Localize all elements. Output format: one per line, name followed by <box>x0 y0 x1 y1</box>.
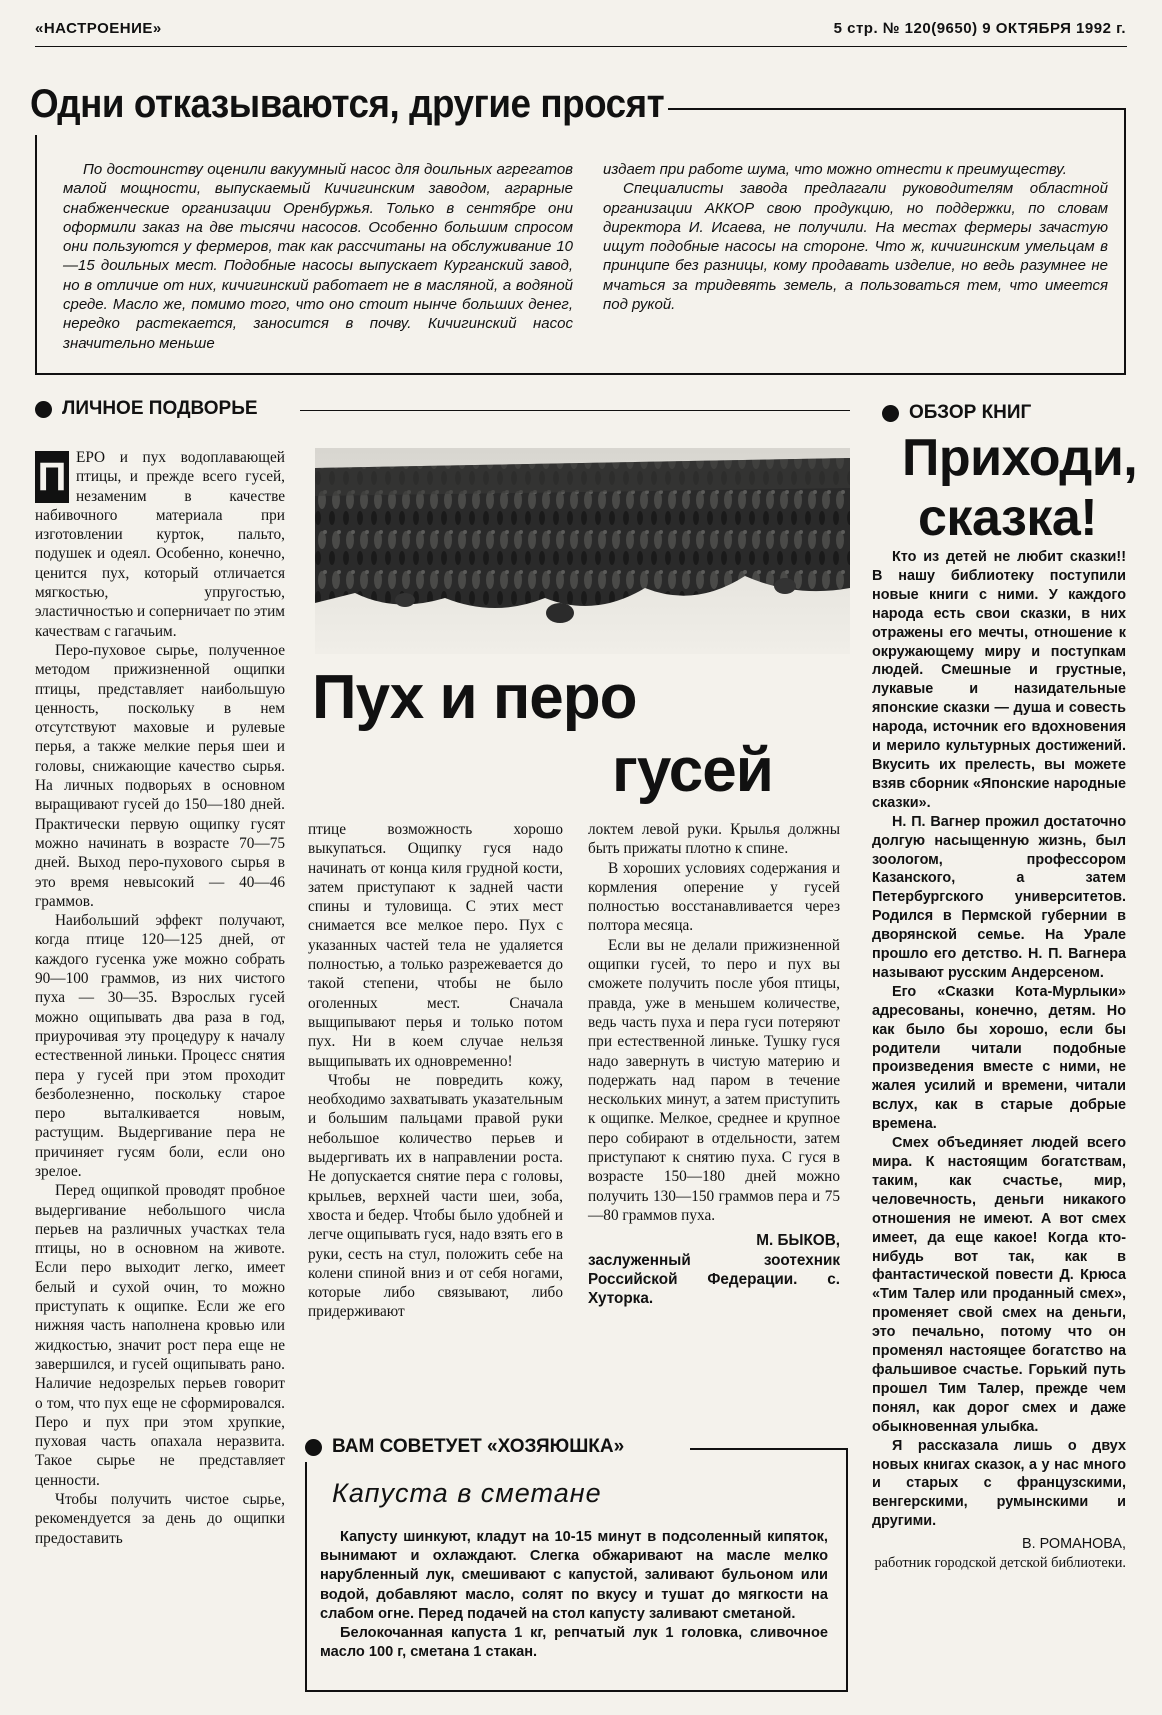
goose-col1 <box>35 448 285 1548</box>
geese-flock-image <box>315 448 850 654</box>
books-body <box>872 548 1126 1573</box>
goose-col3 <box>588 820 840 1308</box>
rubric-personal-farm <box>35 398 258 420</box>
paragraph: Чтобы получить чистое сырье, рекомендуется за день до ощипки предоставить <box>35 1491 285 1547</box>
recipe-title: Капуста в сметане <box>332 1478 602 1508</box>
recipe-body <box>320 1528 828 1662</box>
paragraph-text: ЕРО и пух водоплавающей птицы, и прежде всего гусей, незаменим в качестве набивочного материала при изготовлении курток, пальто, подушек и одеял. Особенно, конечно, ценится пух, который отличается мягкостью, упругостью, эластичностью и соперничает по этим качествам с гагачьим. <box>35 449 285 640</box>
goose-author-name: М. БЫКОВ, <box>756 1232 840 1250</box>
paragraph: По достоинству оценили вакуумный насос для доильных агрегатов малой мощности, выпускаемый Кичигинским заводом, аграрные снабженческие организации Оренбуржья. Только в сентябре они оформили заказ на две тысячи насосов. Особенно большим спросом они пользуются у фермеров, так как рассчитаны на обслуживание 10—15 доильных мест. Подобные насосы выпускает Курганский завод, но в отличие от них, кичигинский работает не в масляной, а водяной среде. Масло же, помимо того, что оно стоит нынче больших денег, нередко растекается, заносится в почву. Кичигинский насос значительно меньше <box>63 161 573 352</box>
books-title-line2: сказка! <box>918 489 1098 547</box>
paragraph: Если вы не делали прижизненной ощипки гусей, то перо и пух вы сможете получить после убоя птицы, правда, уже в меньшем количестве, ведь часть пуха и пера гуси потеряют при естественной линьке. Тушку гуся надо завернуть в чистую материю и подержать над паром в течение нескольких минут, а затем приступить к ощипке. Мелкое, среднее и крупное перо собирают в отдельности, затем приступают к снятию пуха. С гуся в возрасте 150—180 дней можно получить 130—150 граммов пера и 75—80 граммов пуха. <box>588 936 840 1224</box>
top-frame-right <box>1124 108 1126 375</box>
rubric-label: ЛИЧНОЕ ПОДВОРЬЕ <box>62 398 258 419</box>
rubric-label: ОБЗОР КНИГ <box>909 402 1032 423</box>
recipe-frame-right <box>846 1448 848 1692</box>
paragraph: издает при работе шума, что можно отнести к преимуществу. <box>603 161 1067 178</box>
paragraph: Кто из детей не любит сказки!! В нашу библиотеку поступили новые книги с ними. У каждого народа есть свои сказки, в них отражены его мечты, отношение к окружающему миру и поступкам людей. Смешные и грустные, лукавые и назидательные японские сказки — душа и совесть народа, источник его вдохновения и мерило культурных достижений. Вкусить их прелесть, вы можете взяв сборник «Японские народные сказки». <box>872 549 1126 811</box>
rubric-rule <box>300 410 850 411</box>
recipe-frame-bottom <box>305 1690 848 1692</box>
top-article-col1 <box>63 160 573 353</box>
top-frame-top <box>668 108 1126 110</box>
paragraph: Перо-пуховое сырье, полученное методом прижизненной ощипки птицы, представляет наибольшую ценность, поскольку в нем отсутствуют маховые и рулевые перья, а также мелкие перья шеи и головы, снижающие качество сырья. На личных подворьях в основном выращивают гусей до 150—180 дней. Практически первую ощипку гусят можно начинать в возрасте 70—75 дней. Выход перо-пухового сырья в это время невысокий — 40—46 граммов. <box>35 641 285 910</box>
paragraph: Наибольший эффект получают, когда птице 120—125 дней, от каждого гусенка уже можно собрать 90—100 граммов, из них чистого пуха — 30—35. Взрослых гусей можно ощипывать два раза в год, приурочивая эту процедуру к началу естественной линьки. Процесс снятия пера у гусей при этом проходит безболезненно, поскольку старое перо выталкивается новым, растущим. Выдергивание пера не причиняет гусям боли, если оно зрелое. <box>35 912 285 1180</box>
books-title-line1: Приходи, <box>902 429 1138 487</box>
paragraph <box>35 448 285 641</box>
top-frame-left <box>35 135 37 375</box>
paragraph: Специалисты завода предлагали руководителям областной организации АККОР свою продукцию, но поддержки, по словам директора И. Исаева, не получили. На местах фермеры зачастую ищут подобные насосы на стороне. Что ж, кичигинским умельцам в принципе без разницы, кому продавать изделие, но ведь разумнее не мчаться за тридевять земель, а пользоваться тем, что имеется под рукой. <box>603 180 1108 314</box>
goose-title-line1: Пух и перо <box>312 663 637 732</box>
paragraph: Чтобы не повредить кожу, необходимо захватывать указательным и большим пальцами правой руки небольшое количество перьев и выдергивать их в направлении роста. Не допускается снятие пера с головы, крыльев, верхней части шеи, зоба, хвоста и бедер. Чтобы было удобней и легче ощипывать гуся, надо взять его в руки, сесть на стул, положить себе на колени спиной вниз и от себя ногами, которые либо связывают, либо придерживают <box>308 1071 563 1321</box>
paragraph: Я рассказала лишь о двух новых книгах сказок, а у нас много и старых с французскими, венгерскими, румынскими и другими. <box>872 1437 1126 1530</box>
paragraph: Н. П. Вагнер прожил достаточно долгую насыщенную жизнь, был зоологом, профессором Казанского, а затем Петербургского университетов. Родился в Пермской губернии в дворянской семье. На Урале прошло его детство. Н. П. Вагнера называют русским Андерсеном. <box>872 813 1126 981</box>
top-article-title: Одни отказываются, другие просят <box>30 82 665 126</box>
paragraph: Смех объединяет людей всего мира. К настоящим богатствам, таким, как счастье, мир, человечность, деньги никакого отношения не имеют. А вот смех имеет, да еще какое! Когда кто-нибудь вот так, как в фантастической повести Д. Крюса «Тим Талер или проданный смех», променяет свой смех на деньги, это печально, потому что он променял настоящее богатство на фальшивое счастье. Горький путь прошел Тим Талер, прежде чем понял, как дорог смех и даже обыкновенная улыбка. <box>872 1135 1126 1435</box>
books-author-info: работник городской детской библиотеки. <box>874 1555 1126 1572</box>
rubric-book-review <box>882 402 1031 424</box>
goose-title-line2: гусей <box>612 736 773 805</box>
paragraph: Его «Сказки Кота-Мурлыки» адресованы, конечно, детям. Но как было бы хорошо, если бы родители читали подобные произведения вместе с ними, не жалея усилий и времени, читали вслух, как в старые добрые времена. <box>872 983 1126 1133</box>
bullet-icon <box>882 405 899 422</box>
rubric-label: ВАМ СОВЕТУЕТ «ХОЗЯЮШКА» <box>332 1436 625 1457</box>
bullet-icon <box>305 1439 322 1456</box>
issue-info: 5 стр. № 120(9650) 9 ОКТЯБРЯ 1992 г. <box>833 20 1126 37</box>
section-name: «НАСТРОЕНИЕ» <box>35 20 162 37</box>
paragraph: Перед ощипкой проводят пробное выдергивание небольшого числа перьев на различных участках тела птицы, но в основном на животе. Если перо выходит легко, имеет белый и сухой очин, то можно приступать к ощипке. Если же его нижняя часть наполнена кровью или жидкостью, значит рост пера еще не завершился, и гусей ощипывать рано. Наличие недозрелых перьев говорит о том, что пух еще не сформировался. Перо и пух при этом хрупкие, пуховая часть опахала неразвита. Такое сырье не представляет ценности. <box>35 1182 285 1489</box>
top-frame-bottom <box>35 373 1126 375</box>
header-rule <box>35 46 1127 47</box>
recipe-frame-top <box>690 1448 848 1450</box>
paragraph: птице возможность хорошо выкупаться. Ощипку гуся надо начинать от конца киля грудной кости, затем приступают к задней части спины и туловища. С этих мест снимается все мелкое перо. Пух с указанных частей тела не удаляется полностью, а только разрежевается до такой степени, чтобы не было оголенных мест. Сначала выщипывают перья и только потом пух. Ни в коем случае нельзя выщипывать их одновременно! <box>308 821 563 1070</box>
recipe-text: Капусту шинкуют, кладут на 10-15 минут в подсоленный кипяток, вынимают и охлаждают. Слегка обжаривают на масле мелко нарубленный лук, смешивают с капустой, заливают бульоном или водой, добавляют масло, солят по вкусу и тушат до мягкости на слабом огне. Перед подачей на стол капусту заливают сметаной. <box>320 1529 828 1622</box>
bullet-icon <box>35 401 52 418</box>
books-author-name: В. РОМАНОВА, <box>1022 1536 1126 1553</box>
goose-author-info: заслуженный зоотехник Российской Федерации. с. Хуторка. <box>588 1251 840 1308</box>
goose-col2 <box>308 820 563 1322</box>
paragraph: локтем левой руки. Крылья должны быть прижаты плотно к спине. <box>588 821 840 858</box>
geese-photo <box>315 448 850 654</box>
rubric-housewife <box>305 1436 624 1458</box>
recipe-frame-left <box>305 1462 307 1692</box>
top-article-col2 <box>603 160 1108 314</box>
drop-cap: П <box>35 451 69 503</box>
recipe-ingredients: Белокочанная капуста 1 кг, репчатый лук 1 головка, сливочное масло 100 г, сметана 1 стакан. <box>320 1625 828 1661</box>
paragraph: В хороших условиях содержания и кормления оперение у гусей полностью восстанавливается через полтора месяца. <box>588 859 840 935</box>
